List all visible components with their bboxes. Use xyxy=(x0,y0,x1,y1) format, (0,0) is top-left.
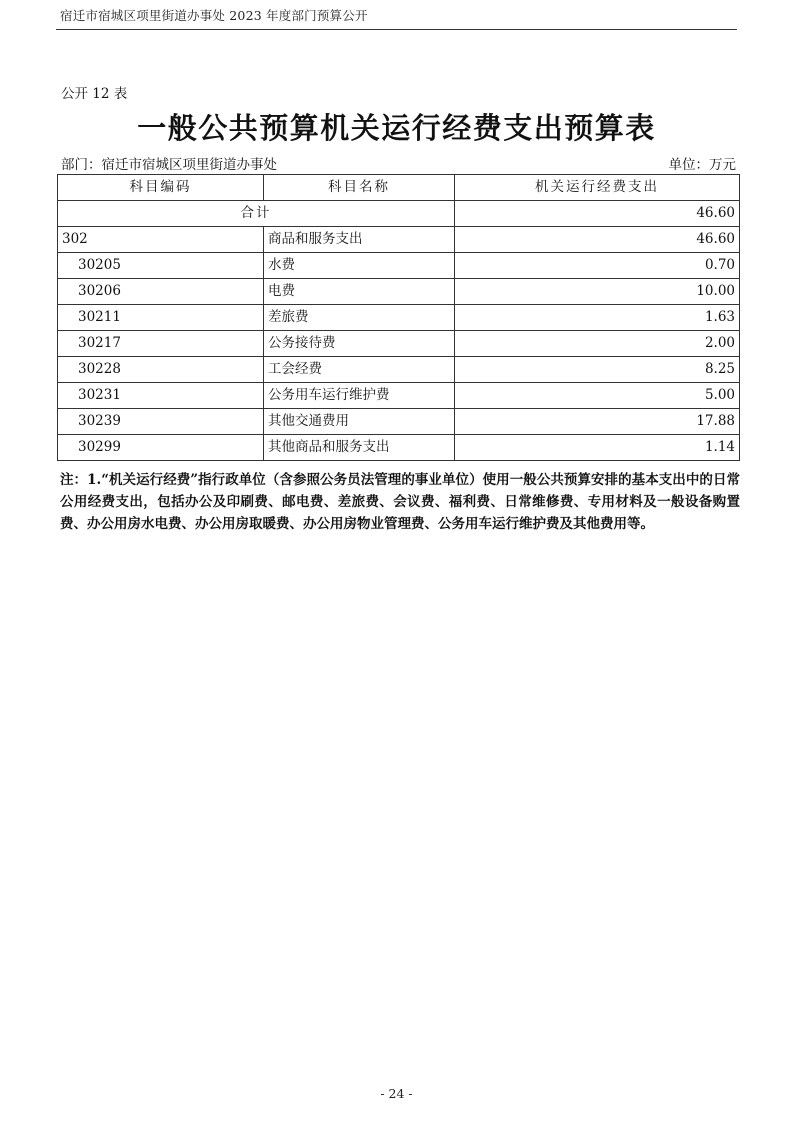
row-value: 1.63 xyxy=(455,305,740,331)
document-title: 一般公共预算机关运行经费支出预算表 xyxy=(137,111,656,145)
row-value: 1.14 xyxy=(455,435,740,461)
column-header-amount: 机关运行经费支出 xyxy=(455,175,740,201)
row-code: 30299 xyxy=(58,435,264,461)
table-row xyxy=(58,435,740,461)
row-code: 30211 xyxy=(58,305,264,331)
row-name: 公务用车运行维护费 xyxy=(264,383,455,409)
unit-label: 单位：万元 xyxy=(668,157,736,173)
page-number: - 24 - xyxy=(380,1086,413,1101)
row-name: 工会经费 xyxy=(264,357,455,383)
table-header-row xyxy=(58,175,740,201)
header-rule xyxy=(56,29,737,30)
row-name: 差旅费 xyxy=(264,305,455,331)
row-value: 8.25 xyxy=(455,357,740,383)
table-row xyxy=(58,331,740,357)
table-row xyxy=(58,279,740,305)
total-label: 合计 xyxy=(58,201,455,227)
table-row xyxy=(58,227,740,253)
column-header-name: 科目名称 xyxy=(264,175,455,201)
row-code: 30239 xyxy=(58,409,264,435)
row-value: 10.00 xyxy=(455,279,740,305)
row-code: 30205 xyxy=(58,253,264,279)
total-row xyxy=(58,201,740,227)
column-header-code: 科目编码 xyxy=(58,175,264,201)
row-value: 46.60 xyxy=(455,227,740,253)
row-code: 30228 xyxy=(58,357,264,383)
row-name: 电费 xyxy=(264,279,455,305)
row-name: 其他商品和服务支出 xyxy=(264,435,455,461)
department-label: 部门：宿迁市宿城区项里街道办事处 xyxy=(61,157,277,173)
row-value: 2.00 xyxy=(455,331,740,357)
table-row xyxy=(58,409,740,435)
table-row xyxy=(58,357,740,383)
row-code: 30217 xyxy=(58,331,264,357)
row-code: 30231 xyxy=(58,383,264,409)
row-value: 17.88 xyxy=(455,409,740,435)
table-row xyxy=(58,383,740,409)
table-number: 公开 12 表 xyxy=(61,86,128,102)
row-code: 302 xyxy=(58,227,264,253)
row-name: 其他交通费用 xyxy=(264,409,455,435)
budget-table xyxy=(57,174,740,461)
row-name: 商品和服务支出 xyxy=(264,227,455,253)
table-row xyxy=(58,253,740,279)
row-value: 0.70 xyxy=(455,253,740,279)
row-name: 水费 xyxy=(264,253,455,279)
row-name: 公务接待费 xyxy=(264,331,455,357)
row-value: 5.00 xyxy=(455,383,740,409)
footnote: 注：1.“机关运行经费”指行政单位（含参照公务员法管理的事业单位）使用一般公共预算安排的基本支出中的日常公用经费支出，包括办公及印刷费、邮电费、差旅费、会议费、福利费、日常维修费、专用材料及一般设备购置费、办公用房水电费、办公用房取暖费、办公用房物业管理费、公务用车运行维护费及其他费用等。 xyxy=(60,472,740,532)
table-row xyxy=(58,305,740,331)
total-value: 46.60 xyxy=(455,201,740,227)
running-header: 宿迁市宿城区项里街道办事处 2023 年度部门预算公开 xyxy=(60,8,368,23)
row-code: 30206 xyxy=(58,279,264,305)
